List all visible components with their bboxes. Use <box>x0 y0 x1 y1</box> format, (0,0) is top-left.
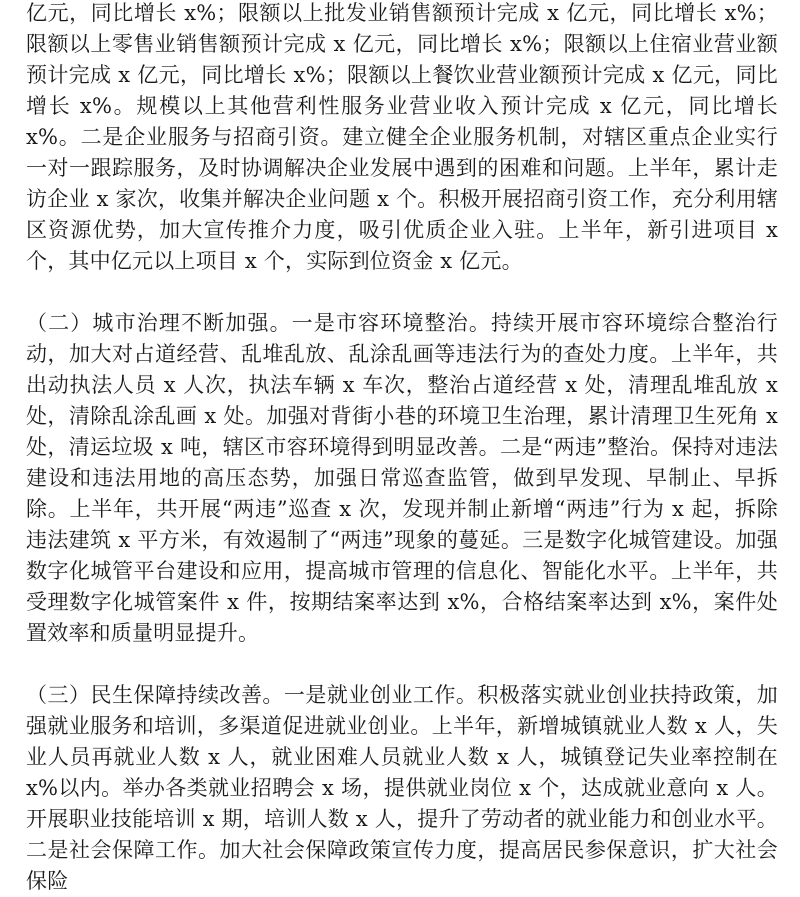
paragraph-livelihood-security: （三）民生保障持续改善。一是就业创业工作。积极落实就业创业扶持政策，加强就业服务和培训，多渠道促进就业创业。上半年，新增城镇就业人数 x 人，失业人员再就业人数 x 人，就业困难人员就业人数 x 人，城镇登记失业率控制在 x%以内。举办各类就业招聘会 x 场，提供就业岗位 x 个，达成就业意向 x 人。开展职业技能培训 x 期，培训人数 x 人，提升了劳动者的就业能力和创业水平。二是社会保障工作。加大社会保障政策宣传力度，提高居民参保意识，扩大社会保险 <box>26 683 778 893</box>
document-body <box>26 0 778 897</box>
paragraph-economy-continued: 亿元，同比增长 x%；限额以上批发业销售额预计完成 x 亿元，同比增长 x%；限额以上零售业销售额预计完成 x 亿元，同比增长 x%；限额以上住宿业营业额预计完成 x 亿元，同比增长 x%；限额以上餐饮业营业额预计完成 x 亿元，同比增长 x%。规模以上其他营利性服务业营业收入预计完成 x 亿元，同比增长 x%。二是企业服务与招商引资。建立健全企业服务机制，对辖区重点企业实行一对一跟踪服务，及时协调解决企业发展中遇到的困难和问题。上半年，累计走访企业 x 家次，收集并解决企业问题 x 个。积极开展招商引资工作，充分利用辖区资源优势，加大宣传推介力度，吸引优质企业入驻。上半年，新引进项目 x 个，其中亿元以上项目 x 个，实际到位资金 x 亿元。 <box>26 1 778 273</box>
paragraph-urban-governance: （二）城市治理不断加强。一是市容环境整治。持续开展市容环境综合整治行动，加大对占道经营、乱堆乱放、乱涂乱画等违法行为的查处力度。上半年，共出动执法人员 x 人次，执法车辆 x 车次，整治占道经营 x 处，清理乱堆乱放 x 处，清除乱涂乱画 x 处。加强对背街小巷的环境卫生治理，累计清理卫生死角 x 处，清运垃圾 x 吨，辖区市容环境得到明显改善。二是“两违”整治。保持对违法建设和违法用地的高压态势，加强日常巡查监管，做到早发现、早制止、早拆除。上半年，共开展“两违”巡查 x 次，发现并制止新增“两违”行为 x 起，拆除违法建筑 x 平方米，有效遏制了“两违”现象的蔓延。三是数字化城管建设。加强数字化城管平台建设和应用，提高城市管理的信息化、智能化水平。上半年，共受理数字化城管案件 x 件，按期结案率达到 x%，合格结案率达到 x%，案件处置效率和质量明显提升。 <box>26 311 778 645</box>
